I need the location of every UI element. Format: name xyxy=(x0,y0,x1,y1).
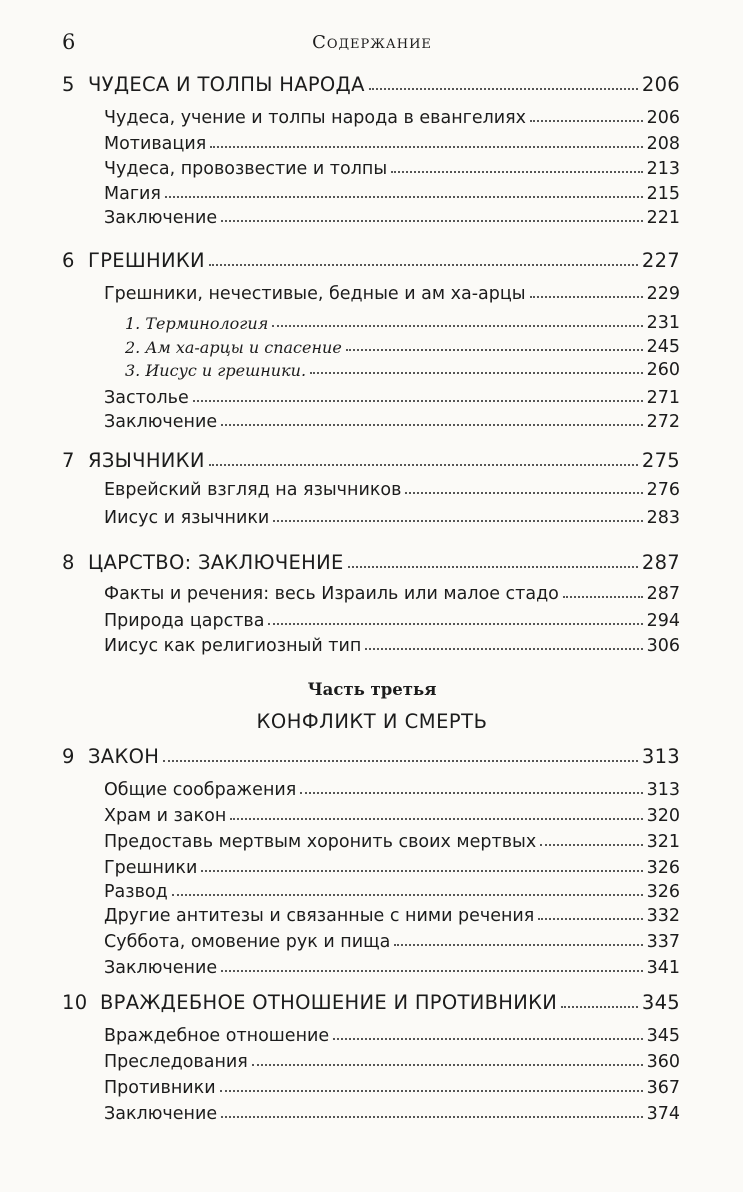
dot-leader xyxy=(272,325,642,327)
subsection-page: 245 xyxy=(646,337,680,357)
section-page: 320 xyxy=(646,806,680,826)
dot-leader xyxy=(310,372,643,374)
section-title: Чудеса, провозвестие и толпы xyxy=(104,159,388,179)
section-title: Грешники, нечестивые, бедные и ам ха-арцы xyxy=(104,284,526,304)
section-page: 360 xyxy=(646,1052,680,1072)
dot-leader xyxy=(300,792,642,794)
section-page: 367 xyxy=(646,1078,680,1098)
subsection-entry xyxy=(125,307,680,333)
section-entry xyxy=(104,1020,680,1046)
chapter-title: ЧУДЕСА И ТОЛПЫ НАРОДА xyxy=(88,73,365,96)
section-entry xyxy=(104,605,680,631)
chapter-title: ГРЕШНИКИ xyxy=(88,249,205,272)
chapter-page: 275 xyxy=(641,449,680,472)
dot-leader xyxy=(165,196,643,198)
dot-leader xyxy=(210,146,642,148)
dot-leader xyxy=(221,970,642,972)
section-title: Природа царства xyxy=(104,611,265,631)
section-page: 341 xyxy=(646,958,680,978)
subsection-title: 2. Ам ха-арцы и спасение xyxy=(125,338,342,357)
subsection-page: 231 xyxy=(646,313,680,333)
chapter-title: ЯЗЫЧНИКИ xyxy=(88,449,205,472)
chapter-number: 5 xyxy=(62,73,75,96)
chapter-page: 206 xyxy=(641,73,680,96)
section-entry xyxy=(104,826,680,852)
section-page: 332 xyxy=(646,906,680,926)
chapter-number: 9 xyxy=(62,745,75,768)
section-entry xyxy=(104,202,680,228)
section-entry xyxy=(104,774,680,800)
section-page: 229 xyxy=(646,284,680,304)
dot-leader xyxy=(405,492,642,494)
chapter-number: 10 xyxy=(62,991,88,1014)
dot-leader xyxy=(209,264,638,266)
section-entry xyxy=(104,630,680,656)
section-page: 294 xyxy=(646,611,680,631)
section-title: Заключение xyxy=(104,958,218,978)
section-entry xyxy=(104,1098,680,1124)
dot-leader xyxy=(163,760,638,762)
chapter-entry xyxy=(62,742,680,768)
chapter-entry xyxy=(62,70,680,96)
chapter-entry xyxy=(62,988,680,1014)
chapter-page: 313 xyxy=(641,745,680,768)
chapter-entry xyxy=(62,246,680,272)
chapter-number: 7 xyxy=(62,449,75,472)
section-title: Развод xyxy=(104,882,168,902)
section-page: 321 xyxy=(646,832,680,852)
section-page: 272 xyxy=(646,412,680,432)
dot-leader xyxy=(394,944,642,946)
section-title: Враждебное отношение xyxy=(104,1026,330,1046)
section-title: Общие соображения xyxy=(104,780,297,800)
page-header xyxy=(62,30,682,60)
subsection-title: 1. Терминология xyxy=(125,314,269,333)
section-title: Другие антитезы и связанные с ними речения xyxy=(104,906,535,926)
section-title: Противники xyxy=(104,1078,216,1098)
section-entry xyxy=(104,952,680,978)
dot-leader xyxy=(530,120,643,122)
section-page: 215 xyxy=(646,184,680,204)
section-entry xyxy=(104,406,680,432)
chapter-page: 227 xyxy=(641,249,680,272)
dot-leader xyxy=(172,894,643,896)
dot-leader xyxy=(230,818,642,820)
section-entry xyxy=(104,926,680,952)
section-page: 221 xyxy=(646,208,680,228)
section-title: Заключение xyxy=(104,412,218,432)
section-entry xyxy=(104,1046,680,1072)
chapter-number: 6 xyxy=(62,249,75,272)
chapter-entry xyxy=(62,446,680,472)
section-title: Суббота, омовение рук и пища xyxy=(104,932,391,952)
section-entry xyxy=(104,278,680,304)
section-entry xyxy=(104,502,680,528)
dot-leader xyxy=(221,424,642,426)
part-label: Часть третья xyxy=(307,680,437,699)
section-entry xyxy=(104,102,680,128)
section-page: 271 xyxy=(646,388,680,408)
dot-leader xyxy=(221,1116,642,1118)
section-entry xyxy=(104,474,680,500)
page-title: Содержание xyxy=(312,32,432,53)
dot-leader xyxy=(365,648,642,650)
section-entry xyxy=(104,128,680,154)
section-page: 326 xyxy=(646,858,680,878)
section-page: 213 xyxy=(646,159,680,179)
section-page: 283 xyxy=(646,508,680,528)
section-page: 208 xyxy=(646,134,680,154)
chapter-page: 345 xyxy=(641,991,680,1014)
section-entry xyxy=(104,1072,680,1098)
section-page: 287 xyxy=(646,584,680,604)
dot-leader xyxy=(201,870,642,872)
section-entry xyxy=(104,178,680,204)
section-title: Факты и речения: весь Израиль или малое стадо xyxy=(104,584,559,604)
dot-leader xyxy=(221,220,642,222)
section-page: 306 xyxy=(646,636,680,656)
section-title: Еврейский взгляд на язычников xyxy=(104,480,402,500)
dot-leader xyxy=(530,296,643,298)
chapter-title: ЦАРСТВО: ЗАКЛЮЧЕНИЕ xyxy=(88,551,344,574)
dot-leader xyxy=(193,400,643,402)
dot-leader xyxy=(220,1090,643,1092)
dot-leader xyxy=(561,1006,638,1008)
section-title: Предоставь мертвым хоронить своих мертвых xyxy=(104,832,537,852)
dot-leader xyxy=(209,464,638,466)
dot-leader xyxy=(333,1038,642,1040)
section-title: Заключение xyxy=(104,208,218,228)
chapter-number: 8 xyxy=(62,551,75,574)
dot-leader xyxy=(369,88,638,90)
section-entry xyxy=(104,578,680,604)
section-title: Храм и закон xyxy=(104,806,227,826)
dot-leader xyxy=(348,566,638,568)
subsection-page: 260 xyxy=(646,360,680,380)
dot-leader xyxy=(391,171,642,173)
dot-leader xyxy=(273,520,642,522)
section-title: Преследования xyxy=(104,1052,248,1072)
subsection-title: 3. Иисус и грешники. xyxy=(125,361,307,380)
section-title: Мотивация xyxy=(104,134,207,154)
dot-leader xyxy=(346,349,643,351)
dot-leader xyxy=(563,596,643,598)
section-title: Грешники xyxy=(104,858,198,878)
dot-leader xyxy=(252,1064,643,1066)
section-page: 206 xyxy=(646,108,680,128)
dot-leader xyxy=(540,844,642,846)
chapter-page: 287 xyxy=(641,551,680,574)
section-title: Иисус и язычники xyxy=(104,508,270,528)
section-page: 337 xyxy=(646,932,680,952)
dot-leader xyxy=(538,918,642,920)
section-page: 374 xyxy=(646,1104,680,1124)
section-entry xyxy=(104,800,680,826)
section-entry xyxy=(104,900,680,926)
chapter-title: ВРАЖДЕБНОЕ ОТНОШЕНИЕ И ПРОТИВНИКИ xyxy=(100,991,558,1014)
chapter-title: ЗАКОН xyxy=(88,745,160,768)
section-entry xyxy=(104,382,680,408)
section-entry xyxy=(104,852,680,878)
section-title: Магия xyxy=(104,184,161,204)
section-entry xyxy=(104,153,680,179)
section-page: 313 xyxy=(646,780,680,800)
section-page: 326 xyxy=(646,882,680,902)
subsection-entry xyxy=(125,354,680,380)
section-title: Заключение xyxy=(104,1104,218,1124)
section-entry xyxy=(104,876,680,902)
chapter-entry xyxy=(62,548,680,574)
section-title: Застолье xyxy=(104,388,189,408)
section-page: 345 xyxy=(646,1026,680,1046)
page-number: 6 xyxy=(62,30,76,54)
dot-leader xyxy=(268,623,642,625)
section-title: Иисус как религиозный тип xyxy=(104,636,362,656)
section-page: 276 xyxy=(646,480,680,500)
section-title: Чудеса, учение и толпы народа в евангелиях xyxy=(104,108,527,128)
part-title: КОНФЛИКТ И СМЕРТЬ xyxy=(256,710,488,733)
